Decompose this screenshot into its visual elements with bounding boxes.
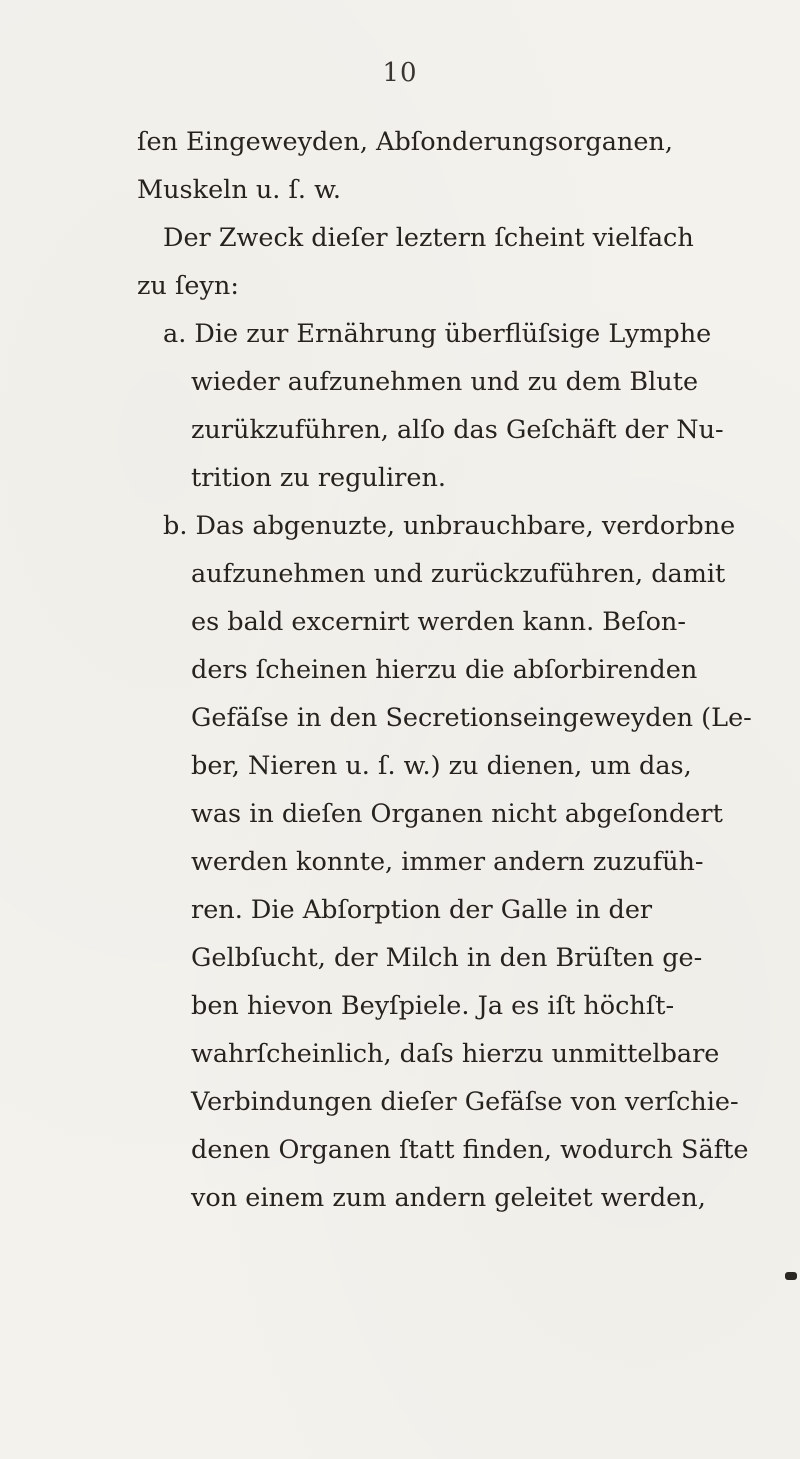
text-line: ren. Die Abſorption der Galle in der (191, 895, 653, 925)
text-line: Verbindungen dieſer Gefäſse von verſchie- (191, 1087, 739, 1117)
text-line: werden konnte, immer andern zuzufüh- (191, 847, 704, 877)
text-line: a. Die zur Ernährung überflüſsige Lymphe (163, 319, 712, 349)
page-number: 10 (382, 58, 418, 88)
text-line: ders ſcheinen hierzu die abſorbirenden (191, 655, 698, 685)
text-line: zu ſeyn: (137, 271, 239, 301)
text-line: es bald excernirt werden kann. Beſon- (191, 607, 686, 637)
text-line: wieder aufzunehmen und zu dem Blute (191, 367, 699, 397)
text-line: Muskeln u. ſ. w. (137, 175, 342, 205)
text-line: ſen Eingeweyden, Abſonderungsorganen, (137, 127, 673, 157)
text-line: zurükzuführen, alſo das Geſchäft der Nu- (191, 415, 724, 445)
text-line: denen Organen ſtatt finden, wodurch Säfte (191, 1135, 749, 1165)
text-line: trition zu reguliren. (191, 463, 446, 493)
text-line: Der Zweck dieſer leztern ſcheint vielfach (163, 223, 694, 253)
ink-blot (785, 1272, 797, 1280)
text-line: was in dieſen Organen nicht abgeſondert (191, 799, 723, 829)
text-line: b. Das abgenuzte, unbrauchbare, verdorbne (163, 511, 736, 541)
text-line: ben hievon Beyſpiele. Ja es iſt höchſt- (191, 991, 675, 1021)
text-line: Gefäſse in den Secretionseingeweyden (Le- (191, 703, 752, 733)
text-line: aufzunehmen und zurückzuführen, damit (191, 559, 726, 589)
text-line: Gelbſucht, der Milch in den Brüſten ge- (191, 943, 703, 973)
text-line: ber, Nieren u. ſ. w.) zu dienen, um das, (191, 751, 692, 781)
text-line: wahrſcheinlich, daſs hierzu unmittelbare (191, 1039, 720, 1069)
text-line: von einem zum andern geleitet werden, (191, 1183, 706, 1213)
